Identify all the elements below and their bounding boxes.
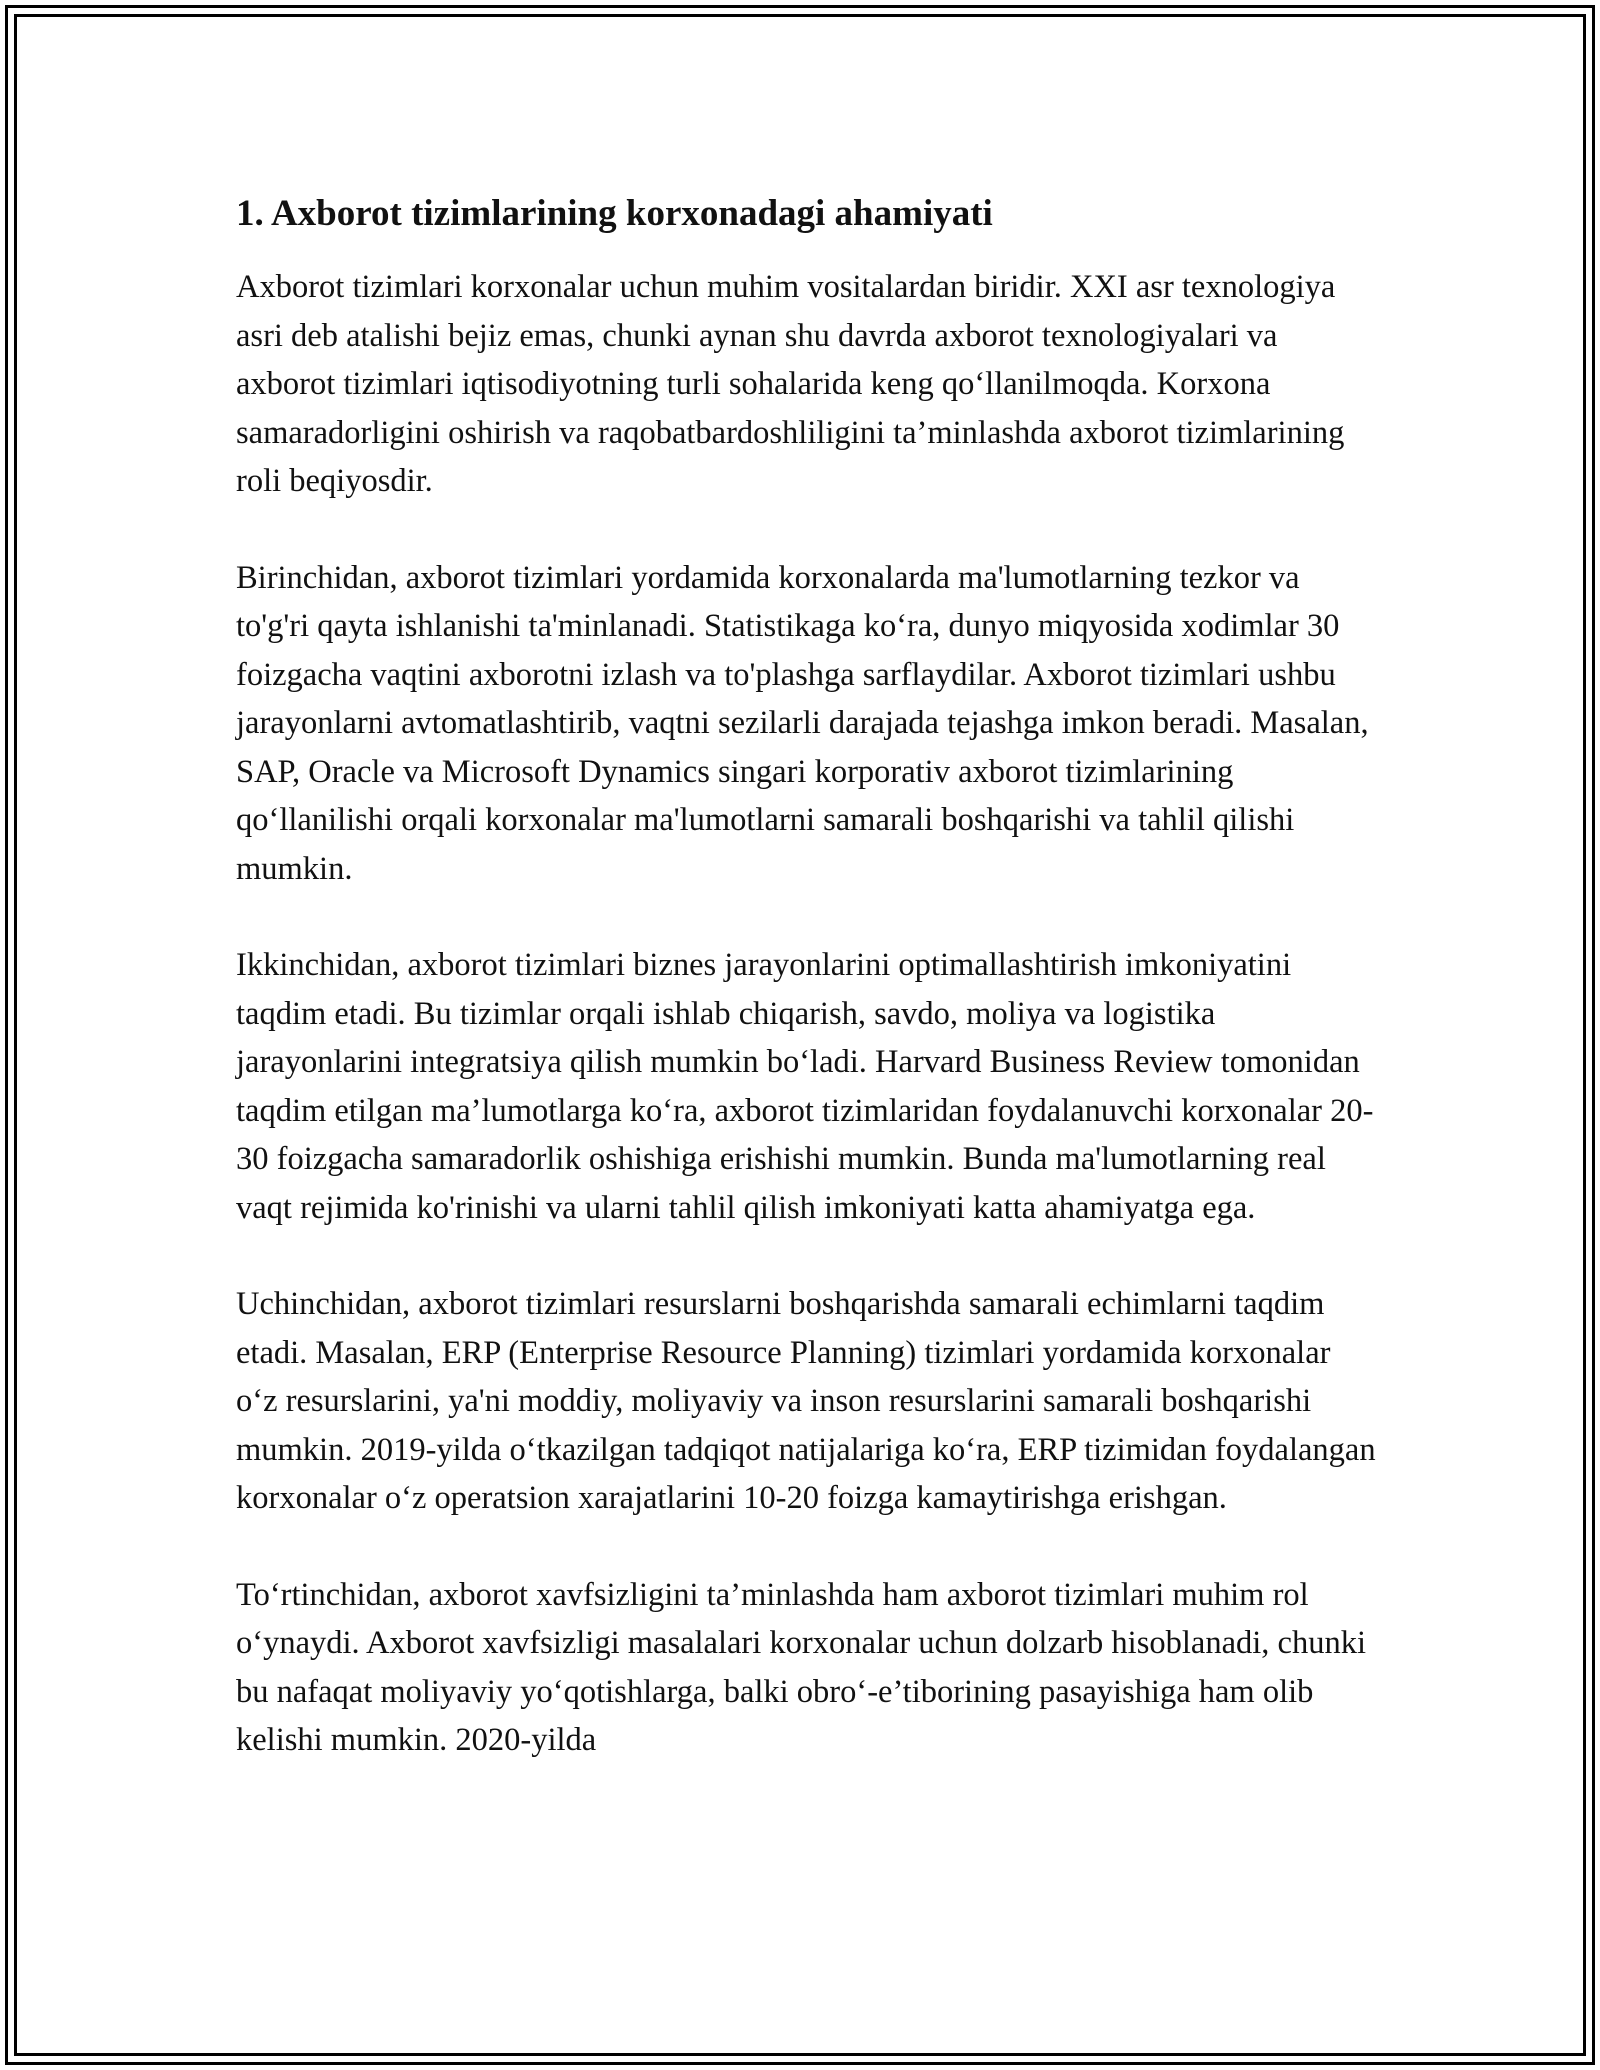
paragraph-fourth-point: To‘rtinchidan, axborot xavfsizligini ta’minlashda ham axborot tizimlari muhim rol o‘ynaydi. Axborot xavfsizligi masalalari korxonalar uchun dolzarb hisoblanadi, chunki bu nafaqat moliyaviy yo‘qotishlarga, balki obro‘-e’tiborining pasayishiga ham olib kelishi mumkin. 2020-yilda: [236, 1576, 1366, 1758]
paragraph-intro: Axborot tizimlari korxonalar uchun muhim vositalardan biridir. XXI asr texnologiya asri deb atalishi bejiz emas, chunki aynan shu davrda axborot texnologiyalari va axborot tizimlari iqtisodiyotning turli sohalarida keng qo‘llanilmoqda. Korxona samaradorligini oshirish va raqobatbardoshliligini ta’minlashda axborot tizimlarining roli beqiyosdir.: [236, 269, 1345, 499]
paragraph-third-point: Uchinchidan, axborot tizimlari resurslarni boshqarishda samarali echimlarni taqdim etadi. Masalan, ERP (Enterprise Resource Planning) tizimlari yordamida korxonalar o‘z resurslarini, ya'ni moddiy, moliyaviy va inson resurslarini samarali boshqarishi mumkin. 2019-yilda o‘tkazilgan tadqiqot natijalariga ko‘ra, ERP tizimidan foydalangan korxonalar o‘z operatsion xarajatlarini 10-20 foizga kamaytirishga erishgan.: [236, 1286, 1376, 1516]
paragraph-second-point: Ikkinchidan, axborot tizimlari biznes jarayonlarini optimallashtirish imkoniyatini taqdim etadi. Bu tizimlar orqali ishlab chiqarish, savdo, moliya va logistika jarayonlarini integratsiya qilish mumkin bo‘ladi. Harvard Business Review tomonidan taqdim etilgan ma’lumotlarga ko‘ra, axborot tizimlaridan foydalanuvchi korxonalar 20-30 foizgacha samaradorlik oshishiga erishishi mumkin. Bunda ma'lumotlarning real vaqt rejimida ko'rinishi va ularni tahlil qilish imkoniyati katta ahamiyatga ega.: [236, 947, 1374, 1226]
section-heading: 1. Axborot tizimlarining korxonadagi ahamiyati: [236, 193, 993, 234]
document-body: [236, 185, 1376, 1765]
paragraph-first-point: Birinchidan, axborot tizimlari yordamida korxonalarda ma'lumotlarning tezkor va to'g'ri qayta ishlanishi ta'minlanadi. Statistikaga ko‘ra, dunyo miqyosida xodimlar 30 foizgacha vaqtini axborotni izlash va to'plashga sarflaydilar. Axborot tizimlari ushbu jarayonlarni avtomatlashtirib, vaqtni sezilarli darajada tejashga imkon beradi. Masalan, SAP, Oracle va Microsoft Dynamics singari korporativ axborot tizimlarining qo‘llanilishi orqali korxonalar ma'lumotlarni samarali boshqarishi va tahlil qilishi mumkin.: [236, 559, 1369, 887]
